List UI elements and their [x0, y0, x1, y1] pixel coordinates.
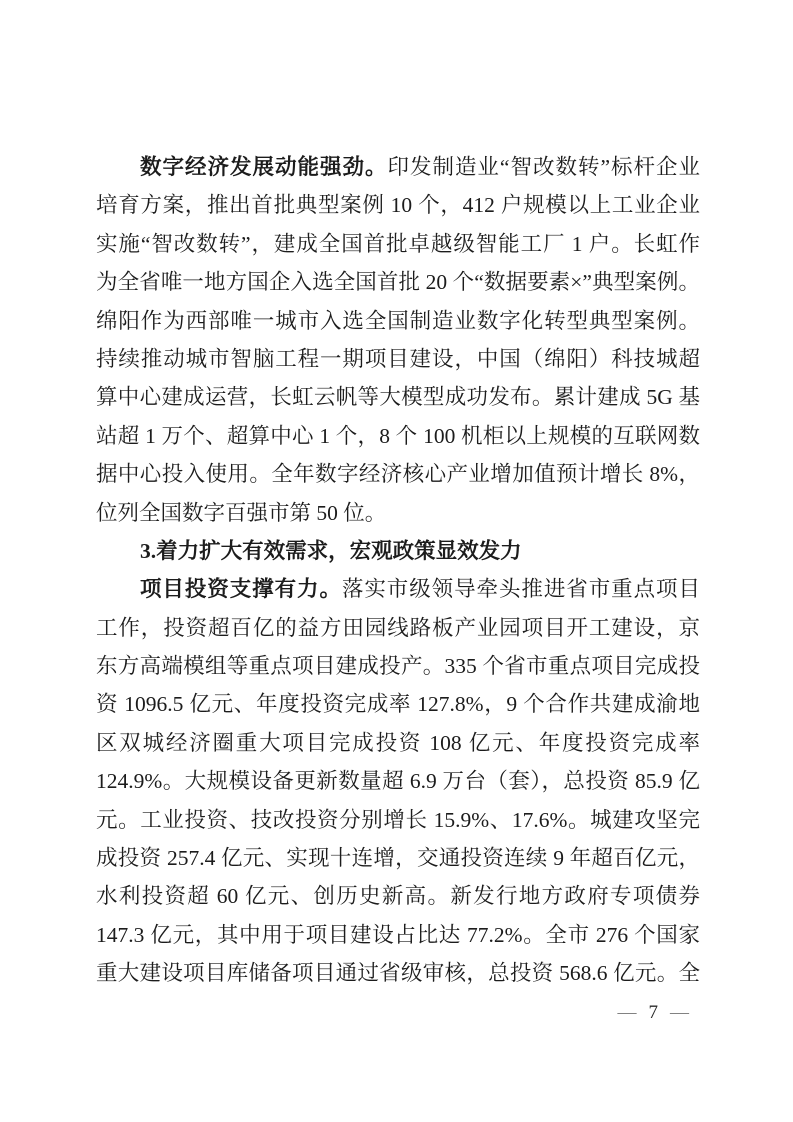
page-number-value: 7 — [648, 1002, 658, 1023]
text-run: 印发制造业“智改数转”标杆企业 — [387, 155, 700, 179]
text-run: 落实市级领导牵头推进省市重点项目 — [341, 577, 700, 602]
text-line: 实施“智改数转”，建成全国首批卓越级智能工厂 1 户。长虹作 — [96, 231, 700, 256]
page-number-dash-left: — — [617, 1002, 637, 1023]
text-line: 124.9%。大规模设备更新数量超 6.9 万台（套），总投资 85.9 亿 — [96, 769, 700, 794]
paragraph-lead-bold: 项目投资支撑有力。 — [140, 577, 342, 602]
text-line: 站超 1 万个、超算中心 1 个，8 个 100 机柜以上规模的互联网数 — [96, 423, 700, 448]
text-line: 区双城经济圈重大项目完成投资 108 亿元、年度投资完成率 — [96, 730, 700, 755]
text-line — [96, 570, 700, 608]
paragraph-project-investment — [96, 570, 700, 992]
page-number — [618, 1001, 690, 1025]
text-line: 位列全国数字百强市第 50 位。 — [96, 500, 387, 525]
paragraph-lead-bold: 数字经济发展动能强劲。 — [140, 155, 388, 179]
text-line — [96, 148, 700, 186]
text-line: 成投资 257.4 亿元、实现十连增，交通投资连续 9 年超百亿元， — [96, 846, 700, 871]
text-line: 重大建设项目库储备项目通过省级审核，总投资 568.6 亿元。全 — [96, 961, 700, 986]
text-line: 算中心建成运营，长虹云帆等大模型成功发布。累计建成 5G 基 — [96, 385, 700, 410]
text-line: 元。工业投资、技改投资分别增长 15.9%、17.6%。城建攻坚完 — [96, 807, 700, 832]
text-line: 持续推动城市智脑工程一期项目建设，中国（绵阳）科技城超 — [96, 346, 700, 371]
text-line: 资 1096.5 亿元、年度投资完成率 127.8%，9 个合作共建成渝地 — [96, 692, 700, 717]
text-line: 绵阳作为西部唯一城市入选全国制造业数字化转型典型案例。 — [96, 308, 700, 333]
text-line: 为全省唯一地方国企入选全国首批 20 个“数据要素×”典型案例。 — [96, 270, 700, 295]
text-line: 据中心投入使用。全年数字经济核心产业增加值预计增长 8%， — [96, 462, 700, 487]
section-heading: 3.着力扩大有效需求，宏观政策显效发力 — [140, 538, 522, 563]
paragraph-digital-economy — [96, 148, 700, 532]
text-line: 工作，投资超百亿的益方田园线路板产业园项目开工建设，京 — [96, 615, 700, 640]
text-line: 培育方案，推出首批典型案例 10 个，412 户规模以上工业企业 — [96, 193, 700, 218]
page-number-dash-right: — — [670, 1002, 689, 1023]
text-line: 水利投资超 60 亿元、创历史新高。新发行地方政府专项债券 — [96, 884, 700, 909]
text-line: 东方高端模组等重点项目建成投产。335 个省市重点项目完成投 — [96, 654, 700, 679]
text-line: 147.3 亿元，其中用于项目建设占比达 77.2%。全市 276 个国家 — [96, 922, 700, 947]
body-text — [96, 148, 700, 993]
